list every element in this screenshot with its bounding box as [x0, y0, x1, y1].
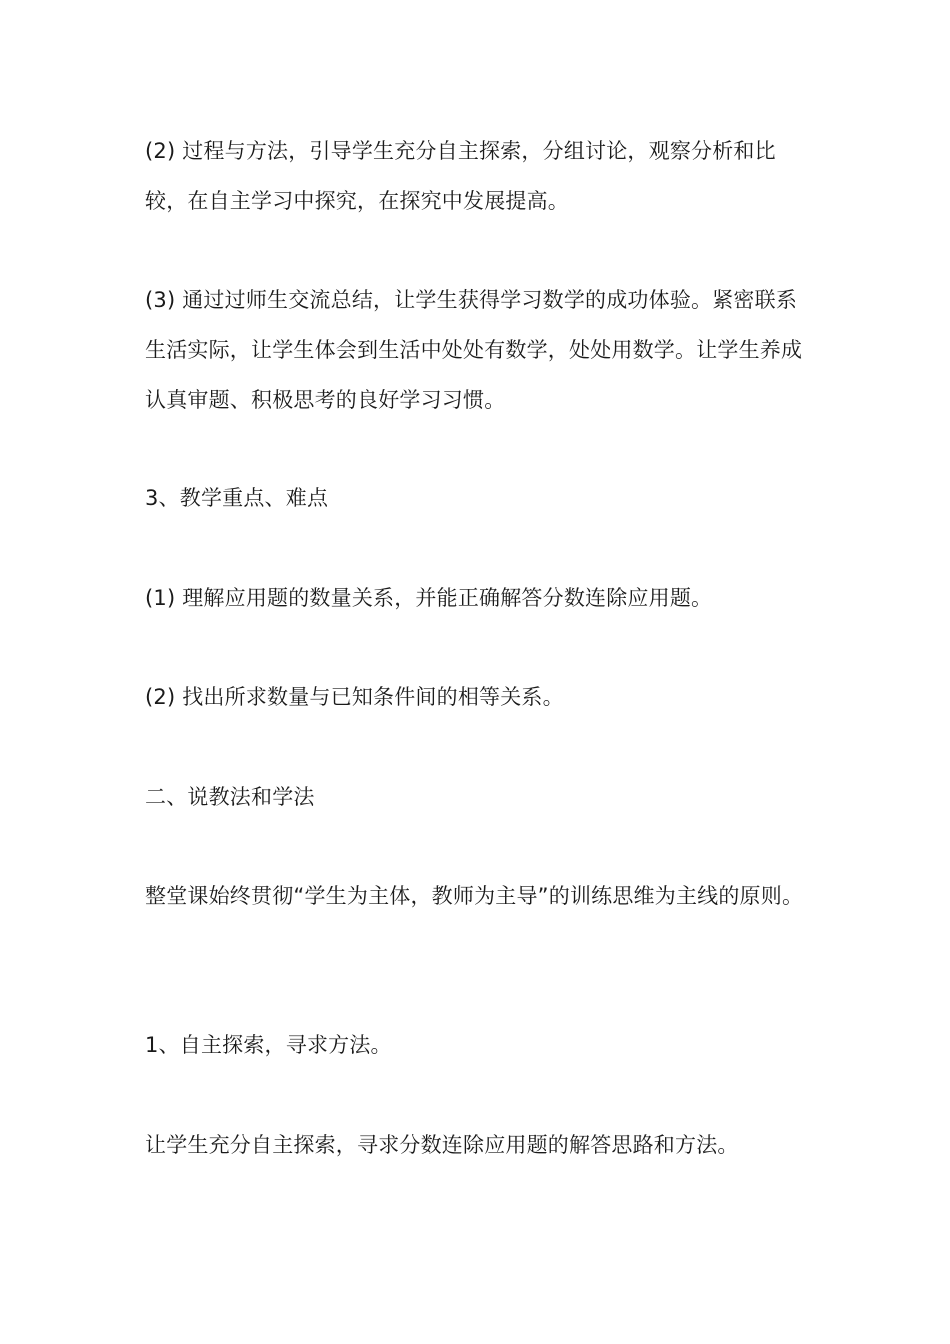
heading-self-exploration: 1、自主探索，寻求方法。 — [145, 1033, 392, 1057]
heading-key-points: 3、教学重点、难点 — [145, 486, 329, 510]
paragraph-principle: 整堂课始终贯彻“学生为主体，教师为主导”的训练思维为主线的原则。 — [145, 884, 804, 908]
paragraph-self-exploration: 让学生充分自主探索，寻求分数连除应用题的解答思路和方法。 — [145, 1133, 739, 1157]
paragraph-key-point-2: (2) 找出所求数量与已知条件间的相等关系。 — [145, 685, 564, 709]
paragraph-process-method: (2) 过程与方法，引导学生充分自主探索，分组讨论，观察分析和比较，在自主学习中探究，在探究中发展提高。 — [145, 139, 776, 213]
heading-teaching-methods: 二、说教法和学法 — [145, 785, 315, 809]
paragraph-key-point-1: (1) 理解应用题的数量关系，并能正确解答分数连除应用题。 — [145, 586, 713, 610]
paragraph-emotional-goals: (3) 通过过师生交流总结，让学生获得学习数学的成功体验。紧密联系生活实际，让学生体会到生活中处处有数学，处处用数学。让学生养成认真审题、积极思考的良好学习习惯。 — [145, 288, 803, 412]
